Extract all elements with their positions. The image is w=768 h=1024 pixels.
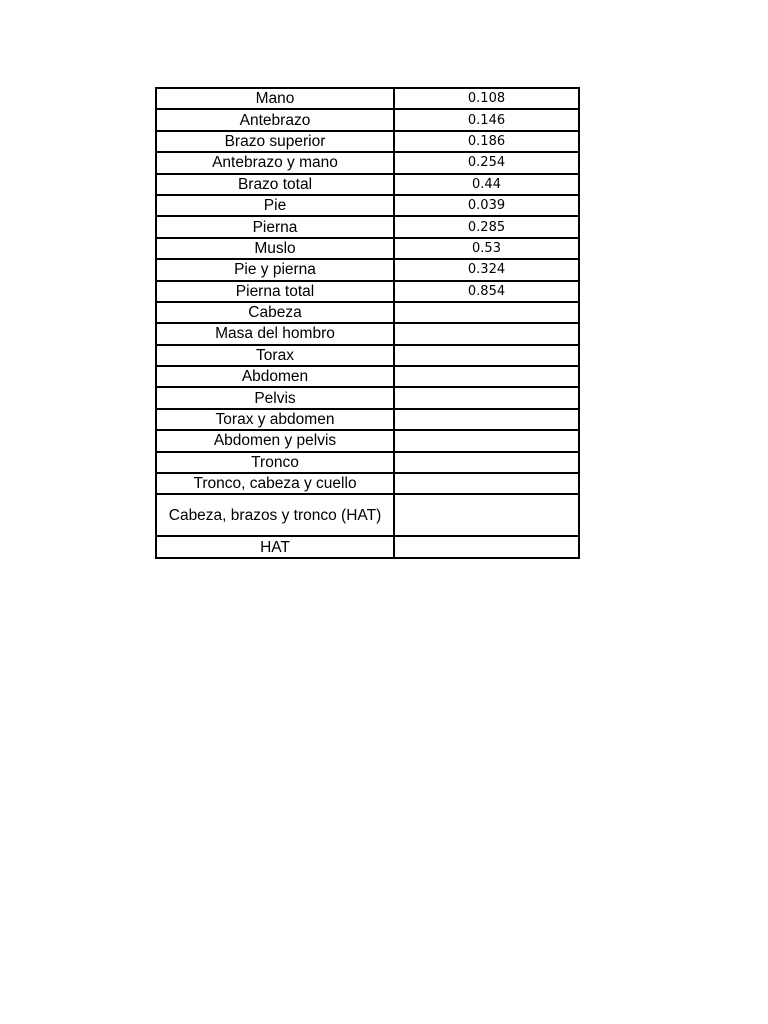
segment-name-cell: Brazo superior — [156, 131, 394, 152]
table-row — [156, 281, 579, 302]
segment-value-cell — [394, 452, 579, 473]
segment-name-cell: Muslo — [156, 238, 394, 259]
segment-value-cell — [394, 302, 579, 323]
segment-value-cell: 0.186 — [394, 131, 579, 152]
segment-name-cell: Pie y pierna — [156, 259, 394, 280]
table-row — [156, 152, 579, 173]
table-row — [156, 131, 579, 152]
segment-name-cell: Pie — [156, 195, 394, 216]
table-row — [156, 536, 579, 557]
segment-value-cell — [394, 409, 579, 430]
segment-name-cell: Antebrazo y mano — [156, 152, 394, 173]
segment-name-cell: Cabeza — [156, 302, 394, 323]
table-row — [156, 366, 579, 387]
segment-name-cell: Tronco, cabeza y cuello — [156, 473, 394, 494]
segment-table-body — [156, 88, 579, 558]
segment-name-cell: Antebrazo — [156, 109, 394, 130]
segment-value-cell: 0.854 — [394, 281, 579, 302]
segment-value-cell — [394, 430, 579, 451]
segment-table — [155, 87, 580, 559]
segment-value-cell — [394, 387, 579, 408]
table-row — [156, 109, 579, 130]
table-row — [156, 387, 579, 408]
table-row — [156, 174, 579, 195]
segment-name-cell: Pelvis — [156, 387, 394, 408]
segment-name-cell: Brazo total — [156, 174, 394, 195]
segment-value-cell — [394, 323, 579, 344]
table-row — [156, 430, 579, 451]
segment-value-cell: 0.285 — [394, 216, 579, 237]
table-row — [156, 88, 579, 109]
segment-name-cell: Torax — [156, 345, 394, 366]
segment-value-cell — [394, 536, 579, 557]
segment-name-cell: Abdomen — [156, 366, 394, 387]
segment-name-cell: Torax y abdomen — [156, 409, 394, 430]
table-row — [156, 259, 579, 280]
segment-name-cell: Masa del hombro — [156, 323, 394, 344]
segment-value-cell — [394, 494, 579, 536]
table-row — [156, 302, 579, 323]
table-row — [156, 216, 579, 237]
segment-value-cell: 0.039 — [394, 195, 579, 216]
table-row — [156, 323, 579, 344]
table-row — [156, 409, 579, 430]
segment-name-cell: Cabeza, brazos y tronco (HAT) — [156, 494, 394, 536]
table-row — [156, 473, 579, 494]
segment-name-cell: Mano — [156, 88, 394, 109]
table-row — [156, 195, 579, 216]
segment-value-cell — [394, 345, 579, 366]
table-row — [156, 345, 579, 366]
segment-value-cell: 0.324 — [394, 259, 579, 280]
segment-name-cell: Abdomen y pelvis — [156, 430, 394, 451]
segment-value-cell: 0.146 — [394, 109, 579, 130]
segment-value-cell — [394, 473, 579, 494]
segment-name-cell: Tronco — [156, 452, 394, 473]
segment-value-cell: 0.254 — [394, 152, 579, 173]
table-row — [156, 452, 579, 473]
segment-value-cell: 0.108 — [394, 88, 579, 109]
table-row — [156, 494, 579, 536]
segment-name-cell: HAT — [156, 536, 394, 557]
segment-value-cell: 0.53 — [394, 238, 579, 259]
segment-value-cell — [394, 366, 579, 387]
table-row — [156, 238, 579, 259]
segment-value-cell: 0.44 — [394, 174, 579, 195]
segment-name-cell: Pierna total — [156, 281, 394, 302]
segment-name-cell: Pierna — [156, 216, 394, 237]
